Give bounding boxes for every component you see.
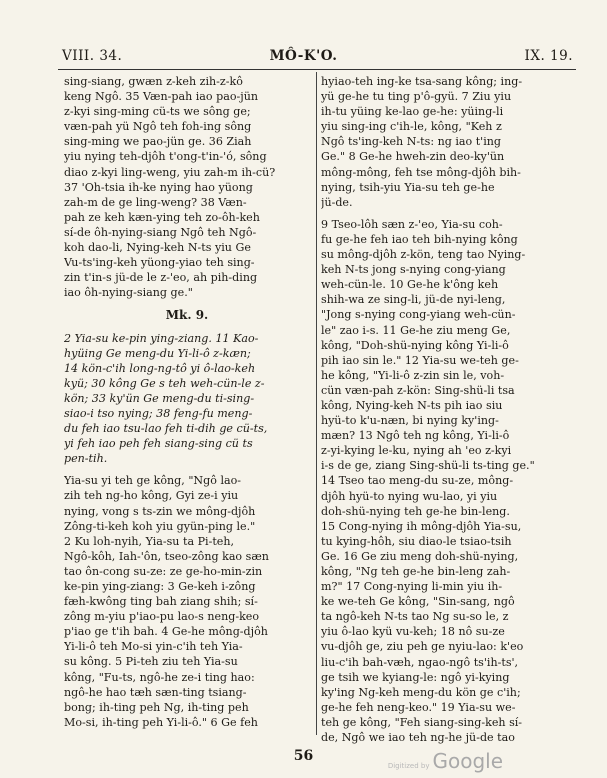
text-line: tao ôn-cong su-ze: ze ge-ho-min-zin <box>64 564 263 578</box>
right-paragraph-1 <box>321 74 577 210</box>
text-line: Mo-si, ih-ting peh Yi-li-ô." 6 Ge feh <box>64 715 258 729</box>
running-header-right: IX. 19. <box>524 48 573 64</box>
running-header-title: MÔ-K'O. <box>269 48 338 64</box>
page-number: 56 <box>293 748 314 764</box>
text-line: tu kying-hôh, siu diao-le tsiao-tsih <box>321 534 512 548</box>
text-line: ngô-he hao tæh sæn-ting tsiang- <box>64 685 247 699</box>
text-line: yiu sing-ing c'ih-le, kông, "Keh z <box>321 120 502 134</box>
text-line: jü-de. <box>321 195 353 209</box>
text-line: 2 Ku loh-nyih, Yia-su ta Pi-teh, <box>64 534 235 548</box>
text-line: sing-ming we pao-jün ge. 36 Ziah <box>64 135 252 149</box>
left-paragraph-1 <box>64 74 310 300</box>
text-line: mæn? 13 Ngô teh ng kông, Yi-li-ô <box>321 429 510 443</box>
text-line: diao z-kyi ling-weng, yiu zah-m ih-cü? <box>64 165 276 179</box>
text-line: pih iao sin le." 12 Yia-su we-teh ge- <box>321 353 519 367</box>
text-line: nying, vong s ts-zin we mông-djôh <box>64 504 256 518</box>
text-line: kông, "Fu-ts, ngô-he ze-i ting hao: <box>64 670 255 684</box>
text-line: zih teh ng-ho kông, Gyi ze-i yiu <box>64 489 239 503</box>
text-line: z-kyi sing-ming cü-ts we sông ge; <box>64 105 251 119</box>
right-paragraph-2 <box>321 217 577 474</box>
text-line: kön; 33 ky'ün Ge meng-du ti-sing- <box>64 391 255 405</box>
text-line: 2 Yia-su ke-pin ying-ziang. 11 Kao- <box>64 331 259 345</box>
text-line: i-s de ge, ziang Sing-shü-li ts-ting ge." <box>321 459 535 473</box>
text-line: 37 'Oh-tsia ih-ke nying hao yüong <box>64 180 253 194</box>
running-header-left: VIII. 34. <box>62 48 123 64</box>
text-line: Yi-li-ô teh Mo-si yin-c'ih teh Yia- <box>64 640 243 654</box>
text-line: hyüing Ge meng-du Yi-li-ô z-kæn; <box>64 346 251 360</box>
text-line: Ge. 16 Ge ziu meng doh-shü-nying, <box>321 549 519 563</box>
text-line: 15 Cong-nying ih mông-djôh Yia-su, <box>321 519 522 533</box>
text-line: weh-cün-le. 10 Ge-he k'ông keh <box>321 278 499 292</box>
text-line: mông-mông, feh tse mông-djôh bih- <box>321 165 521 179</box>
text-line: nying, tsih-yiu Yia-su teh ge-he <box>321 180 495 194</box>
text-line: djôh hyü-to nying wu-lao, yi yiu <box>321 489 498 503</box>
text-line: doh-shü-nying teh ge-he bin-leng. <box>321 504 510 518</box>
text-line: sing-siang, gwæn z-keh zih-z-kô <box>64 75 243 88</box>
text-line: kông, "Ng teh ge-he bin-leng zah- <box>321 565 511 578</box>
text-line: 9 Tseo-lôh sæn z-'eo, Yia-su coh- <box>321 217 503 231</box>
digitized-watermark <box>388 749 503 773</box>
text-line: he kông, "Yi-li-ô z-zin sin le, voh- <box>321 368 505 382</box>
text-line: yü ge-he tu ting p'ô-gyü. 7 Ziu yiu <box>321 90 512 104</box>
text-line: keng Ngô. 35 Væn-pah iao pao-jün <box>64 90 258 104</box>
text-line: liu-c'ih bah-væh, ngao-ngô ts'ih-ts', <box>321 655 519 669</box>
text-line: hyü-to k'u-næn, bi nying ky'ing- <box>321 414 499 428</box>
text-line: de, Ngô we iao teh ng-he jü-de tao <box>321 731 515 745</box>
text-line: Vu-ts'ing-keh yüong-yiao teh sing- <box>64 256 255 270</box>
text-line: su kông. 5 Pi-teh ziu teh Yia-su <box>64 655 238 669</box>
text-line: le" zao i-s. 11 Ge-he ziu meng Ge, <box>321 323 511 337</box>
text-line: pah ze keh kæn-ying teh zo-ôh-keh <box>64 210 260 224</box>
text-line: ke-pin ying-ziang: 3 Ge-keh i-zông <box>64 580 256 593</box>
google-logo: Google <box>432 749 503 773</box>
text-line: Ge." 8 Ge-he hweh-zin deo-ky'ün <box>321 150 505 164</box>
header-rule <box>58 69 576 70</box>
text-line: vu-djôh ge, ziu peh ge nyiu-lao: k'eo <box>321 640 524 654</box>
text-line: Ngô ts'ing-keh N-ts: ng iao t'ing <box>321 135 502 149</box>
text-line: Yia-su yi teh ge kông, "Ngô lao- <box>64 474 242 488</box>
text-line: Zông-ti-keh koh yiu gyün-ping le." <box>64 519 256 533</box>
text-line: zah-m de ge ling-weng? 38 Væn- <box>64 195 247 209</box>
text-line: koh dao-li, Nying-keh N-ts yiu Ge <box>64 241 251 255</box>
text-line: ke we-teh Ge kông, "Sin-sang, ngô <box>321 595 515 609</box>
text-line: yi feh iao peh feh siang-sing cü ts <box>64 437 253 451</box>
text-line: m?" 17 Cong-nying li-min yiu ih- <box>321 580 503 594</box>
text-line: kông, "Doh-shü-nying kông Yi-li-ô <box>321 338 509 352</box>
text-line: su mông-djôh z-kön, teng tao Nying- <box>321 248 526 262</box>
text-line: 14 Tseo tao meng-du su-ze, mông- <box>321 474 514 488</box>
text-line: bong; ih-ting peh Ng, ih-ting peh <box>64 700 249 714</box>
text-line: væn-pah yü Ngô teh foh-ing sông <box>64 120 252 134</box>
text-line: fu ge-he feh iao teh bih-nying kông <box>321 232 518 246</box>
text-line: keh N-ts jong s-nying cong-yiang <box>321 263 506 277</box>
right-column <box>321 74 577 745</box>
watermark-prefix: Digitized by <box>387 762 430 770</box>
text-line: hyiao-teh ing-ke tsa-sang kông; ing- <box>321 75 523 88</box>
text-line: ge-he feh neng-keo." 19 Yia-su we- <box>321 700 516 714</box>
text-line: z-yi-kying le-ku, nying ah 'eo z-kyi <box>321 444 512 458</box>
chapter-summary <box>64 331 310 467</box>
text-line: iao ôh-nying-siang ge." <box>64 286 193 300</box>
text-line: shih-wa ze sing-li, jü-de nyi-leng, <box>321 293 506 307</box>
right-paragraph-3 <box>321 473 577 745</box>
text-line: ky'ing Ng-keh meng-du kön ge c'ih; <box>321 685 521 699</box>
text-line: kông, Nying-keh N-ts pih iao siu <box>321 398 503 412</box>
text-line: yiu ô-lao kyü vu-keh; 18 nô su-ze <box>321 625 505 639</box>
text-line: zông m-yiu p'iao-pu lao-s neng-keo <box>64 610 260 624</box>
text-line: kyü; 30 kông Ge s teh weh-cün-le z- <box>64 376 265 390</box>
text-line: fæh-kwông ting bah ziang shih; sí- <box>64 595 258 609</box>
text-line: siao-i tso nying; 38 feng-fu meng- <box>64 406 253 420</box>
text-line: ta ngô-keh N-ts tao Ng su-so le, z <box>321 610 509 624</box>
text-line: 14 kön-c'ih long-ng-tô yi ô-lao-keh <box>64 361 256 375</box>
chapter-heading: Mk. 9. <box>165 308 209 323</box>
text-line: ih-tu yüing ke-lao ge-he: yüing-li <box>321 105 504 119</box>
text-line: sí-de ôh-nying-siang Ngô teh Ngô- <box>64 225 257 239</box>
text-line: "Jong s-nying cong-yiang weh-cün- <box>321 308 516 322</box>
text-line: teh ge kông, "Feh siang-sing-keh sí- <box>321 715 523 729</box>
text-line: pen-tih. <box>64 452 108 466</box>
text-line: p'iao ge t'ih bah. 4 Ge-he mông-djôh <box>64 625 268 639</box>
text-line: Ngô-kôh, Iah-'ôn, tseo-zông kao sæn <box>64 549 269 563</box>
text-line: ge tsih we kyiang-le: ngô yi-kying <box>321 670 510 684</box>
text-line: du feh iao tsu-lao feh ti-dih ge cü-ts, <box>64 422 268 436</box>
column-divider <box>316 72 317 735</box>
text-line: yiu nying teh-djôh t'ong-t'in-'ó, sông <box>64 150 267 164</box>
text-line: cün væn-pah z-kön: Sing-shü-li tsa <box>321 383 515 397</box>
left-paragraph-2 <box>64 473 310 730</box>
left-column <box>64 74 310 730</box>
text-line: zin t'in-s jü-de le z-'eo, ah pih-ding <box>64 271 258 285</box>
